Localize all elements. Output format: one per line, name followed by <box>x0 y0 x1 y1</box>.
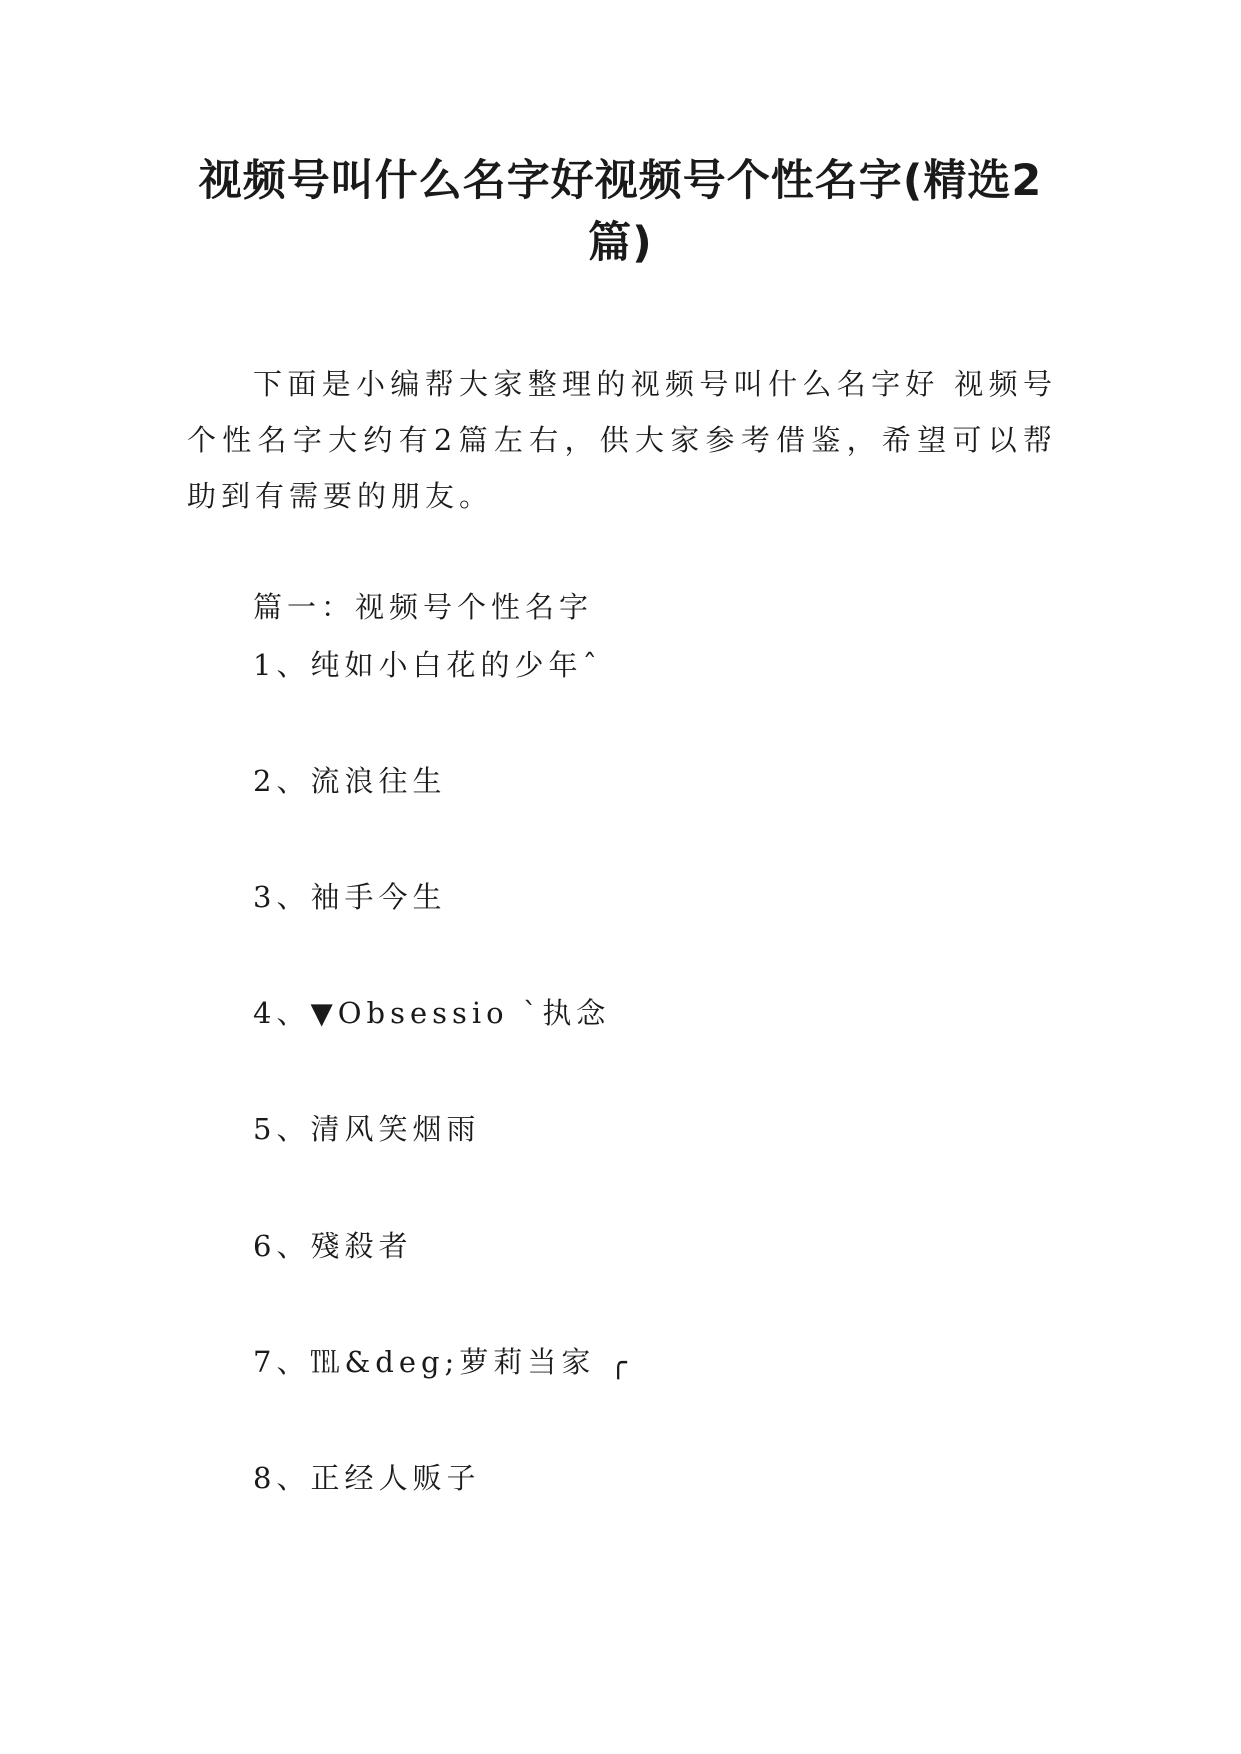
list-item: 7、℡&deg;萝莉当家 ╭ <box>253 1345 633 1379</box>
list-item: 5、清风笑烟雨 <box>253 1112 481 1146</box>
document-title: 视频号叫什么名字好视频号个性名字(精选2篇) <box>198 156 1043 268</box>
list-item: 8、正经人贩子 <box>253 1461 481 1495</box>
list-item: 6、殘殺者 <box>253 1229 413 1263</box>
list-item: 4、▼Obsessio ˋ执念 <box>253 996 611 1030</box>
list-item: 2、流浪往生 <box>253 764 447 798</box>
list-item: 1、纯如小白花的少年ˆ <box>253 648 602 682</box>
intro-paragraph: 下面是小编帮大家整理的视频号叫什么名字好 视频号个性名字大约有2篇左右，供大家参考借鉴，希望可以帮助到有需要的朋友。 <box>187 367 1057 513</box>
list-item: 3、袖手今生 <box>253 880 447 914</box>
section-heading: 篇一：视频号个性名字 <box>253 590 594 624</box>
